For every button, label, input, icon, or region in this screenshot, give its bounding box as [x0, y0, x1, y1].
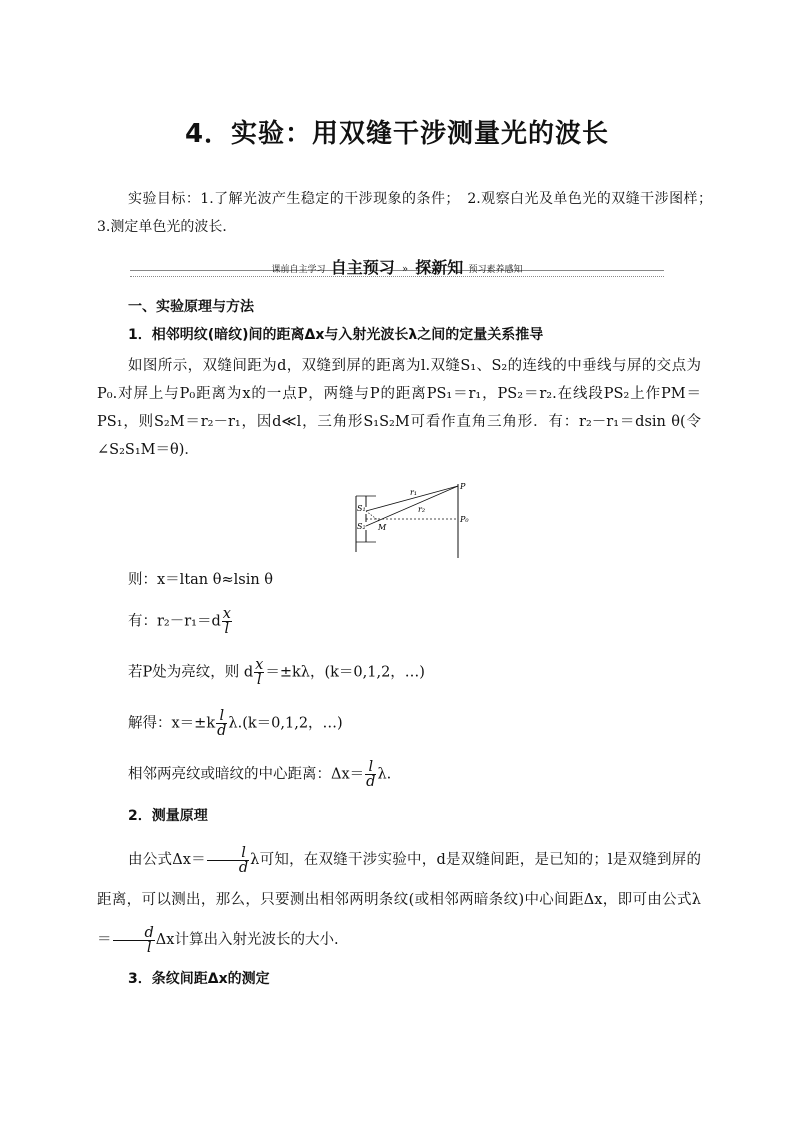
- subheading-fringe-measurement: 3．条纹间距Δx的测定: [128, 971, 270, 987]
- label-r2: r₂: [418, 505, 426, 514]
- label-P0: P₀: [460, 515, 469, 524]
- label-S2: S₂: [357, 522, 366, 531]
- double-slit-diagram: [346, 478, 476, 560]
- banner-title-2: 探新知: [415, 258, 464, 277]
- fraction: $\frac{d}{l}$: [113, 926, 155, 955]
- page-title: 4．实验：用双缝干涉测量光的波长: [184, 119, 610, 149]
- subheading-derivation: 1．相邻明纹(暗纹)间的距离Δx与入射光波长λ之间的定量关系推导: [128, 327, 544, 343]
- equation-solution: 解得：x＝±k $\frac{l}{d}$ λ.(k＝0,1,2，…): [128, 708, 343, 739]
- label-M: M: [378, 523, 387, 532]
- perpendicular-s1-m: [366, 511, 379, 521]
- equation-bright-fringe: 若P处为亮纹，则 d $\frac{x}{l}$ ＝±kλ，(k＝0,1,2，…): [128, 657, 425, 688]
- fraction: $\frac{l}{d}$: [207, 846, 249, 875]
- equation-x-lsin: 则：x＝ltan θ≈lsin θ: [128, 572, 274, 588]
- fraction: $\frac{l}{d}$: [366, 759, 376, 790]
- fraction: $\frac{x}{l}$: [255, 657, 264, 688]
- paragraph-measurement-principle: 由公式Δx＝ $\frac{l}{d}$ λ可知，在双缝干涉实验中，d是双缝间距，是已知的；l是双缝到屏的距离，可以测出，那么，只要测出相邻两明条纹(或相邻两暗条纹)中心间距Δx，即可由公式λ＝ $\frac{d}{l}$ Δx计算出入射光波长的大小.: [97, 844, 701, 956]
- equation-fringe-spacing: 相邻两亮纹或暗纹的中心距离：Δx＝ $\frac{l}{d}$ λ.: [128, 759, 392, 790]
- section-banner: [130, 253, 664, 277]
- label-P: P: [460, 482, 466, 491]
- equation-path-difference: 有：r₂－r₁＝d $\frac{x}{l}$: [128, 606, 231, 637]
- subheading-measurement-principle: 2．测量原理: [128, 808, 208, 824]
- experiment-objectives: 实验目标：1.了解光波产生稳定的干涉现象的条件； 2.观察白光及单色光的双缝干涉图样； 3.测定单色光的波长．: [97, 191, 719, 235]
- fraction: $\frac{x}{l}$: [222, 606, 231, 637]
- label-r1: r₁: [410, 488, 418, 497]
- label-S1: S₁: [357, 504, 366, 513]
- banner-arrow-icon: »: [401, 264, 409, 275]
- paragraph-derivation: 如图所示，双缝间距为d，双缝到屏的距离为l.双缝S₁、S₂的连线的中垂线与屏的交点为P₀.对屏上与P₀距离为x的一点P，两缝与P的距离PS₁＝r₁，PS₂＝r₂.在线段PS₂上作PM＝PS₁，则S₂M＝r₂－r₁，因d≪l，三角形S₁S₂M可看作直角三角形．有：r₂－r₁＝dsin θ(令∠S₂S₁M＝θ)．: [97, 358, 701, 458]
- banner-right-label: 预习素养感知: [468, 265, 523, 275]
- fraction: $\frac{l}{d}$: [217, 708, 227, 739]
- banner-title-1: 自主预习: [330, 258, 395, 277]
- banner-left-label: 课前自主学习: [271, 265, 326, 275]
- section-heading-principle: 一、实验原理与方法: [128, 299, 254, 315]
